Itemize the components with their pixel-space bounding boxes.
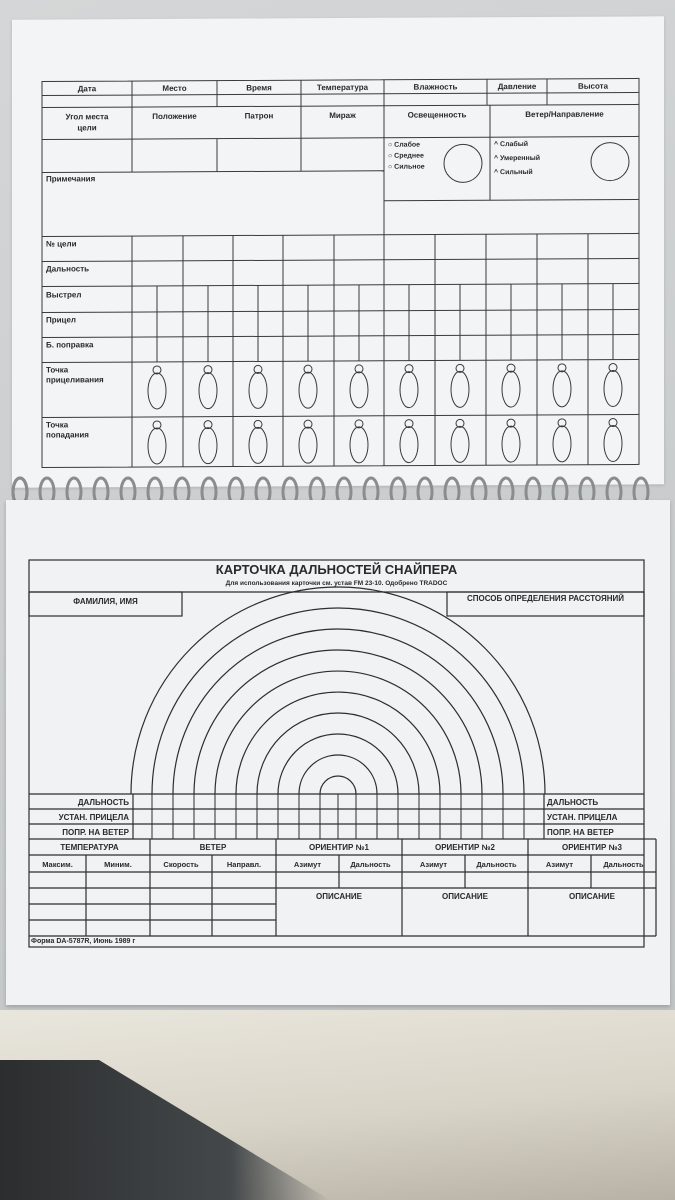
right-label-wind-correction: ПОПР. НА ВЕТЕР [547, 828, 614, 837]
row-label-aim-point-line2: прицеливания [46, 375, 104, 385]
header-wind-direction: Ветер/Направление [525, 109, 604, 120]
hit-silhouettes [148, 419, 622, 464]
sub-azimuth-1: Азимут [293, 860, 322, 869]
range-columns [152, 794, 524, 839]
range-arcs [131, 587, 545, 794]
sub-azimuth-2: Азимут [419, 860, 448, 869]
light-option-medium[interactable]: ○ Среднее [388, 152, 424, 160]
section-landmark-3: ОРИЕНТИР №3 [562, 843, 622, 852]
notes-label: Примечания [46, 174, 96, 184]
left-label-range: ДАЛЬНОСТЬ [77, 798, 129, 807]
header-position: Положение [152, 111, 197, 121]
sub-range-3: Дальность [603, 860, 644, 869]
sub-range-2: Дальность [476, 860, 517, 869]
row-label-range: Дальность [46, 264, 90, 274]
header-date: Дата [77, 84, 97, 94]
header-temperature: Температура [316, 82, 369, 93]
header-mirage: Мираж [329, 110, 356, 121]
row-label-hit-point: Точка [46, 420, 69, 430]
aim-silhouettes [148, 364, 622, 409]
method-label: СПОСОБ ОПРЕДЕЛЕНИЯ РАССТОЯНИЙ [466, 594, 625, 603]
card-title: КАРТОЧКА ДАЛЬНОСТЕЙ СНАЙПЕРА [215, 562, 458, 577]
header-cartridge: Патрон [244, 111, 274, 121]
left-label-sight-setting: УСТАН. ПРИЦЕЛА [58, 813, 129, 822]
wind-option-moderate[interactable]: ^ Умеренный [494, 154, 541, 163]
sub-max: Максим. [42, 860, 73, 869]
row-label-hit-point-line2: попадания [46, 430, 89, 440]
light-option-strong[interactable]: ○ Сильное [388, 163, 425, 171]
sub-range-1: Дальность [350, 860, 391, 869]
wind-option-strong[interactable]: ^ Сильный [494, 168, 533, 177]
sub-speed: Скорость [163, 860, 199, 869]
wind-option-weak[interactable]: ^ Слабый [494, 141, 529, 149]
light-option-weak[interactable]: ○ Слабое [388, 141, 421, 149]
description-label-1: ОПИСАНИЕ [316, 892, 362, 901]
header-altitude: Высота [577, 81, 609, 91]
row-label-sight: Прицел [46, 315, 77, 325]
header-illumination: Освещенность [407, 110, 467, 120]
header-time: Время [246, 83, 272, 93]
section-landmark-2: ОРИЕНТИР №2 [435, 843, 495, 852]
header-humidity: Влажность [413, 82, 458, 92]
section-temperature: ТЕМПЕРАТУРА [60, 843, 119, 852]
right-label-range: ДАЛЬНОСТЬ [547, 798, 599, 807]
sub-min: Миним. [104, 860, 132, 869]
section-landmark-1: ОРИЕНТИР №1 [309, 843, 369, 852]
top-page [12, 16, 664, 487]
header-target-angle: Угол места [65, 112, 109, 122]
row-label-target-number: № цели [46, 239, 77, 249]
section-wind: ВЕТЕР [199, 843, 227, 852]
header-place: Место [162, 83, 187, 93]
right-label-sight-setting: УСТАН. ПРИЦЕЛА [547, 813, 618, 822]
header-pressure: Давление [497, 81, 537, 92]
description-label-2: ОПИСАНИЕ [442, 892, 488, 901]
sub-direction: Направл. [226, 860, 262, 869]
sub-azimuth-3: Азимут [545, 860, 574, 869]
row-label-shot: Выстрел [46, 290, 82, 300]
row-label-aim-point: Точка [46, 365, 69, 375]
name-label: ФАМИЛИЯ, ИМЯ [73, 597, 138, 606]
header-target-angle-line2: цели [77, 123, 97, 133]
row-label-windage: Б. поправка [46, 340, 94, 350]
description-label-3: ОПИСАНИЕ [569, 892, 615, 901]
left-label-wind-correction: ПОПР. НА ВЕТЕР [62, 828, 129, 837]
form-footer: Форма DA-5787R, Июнь 1989 г [31, 938, 136, 945]
bottom-page [6, 500, 670, 1005]
card-subtitle: Для использования карточки см. устав FM 23-10. Одобрено TRADOC [225, 580, 448, 587]
